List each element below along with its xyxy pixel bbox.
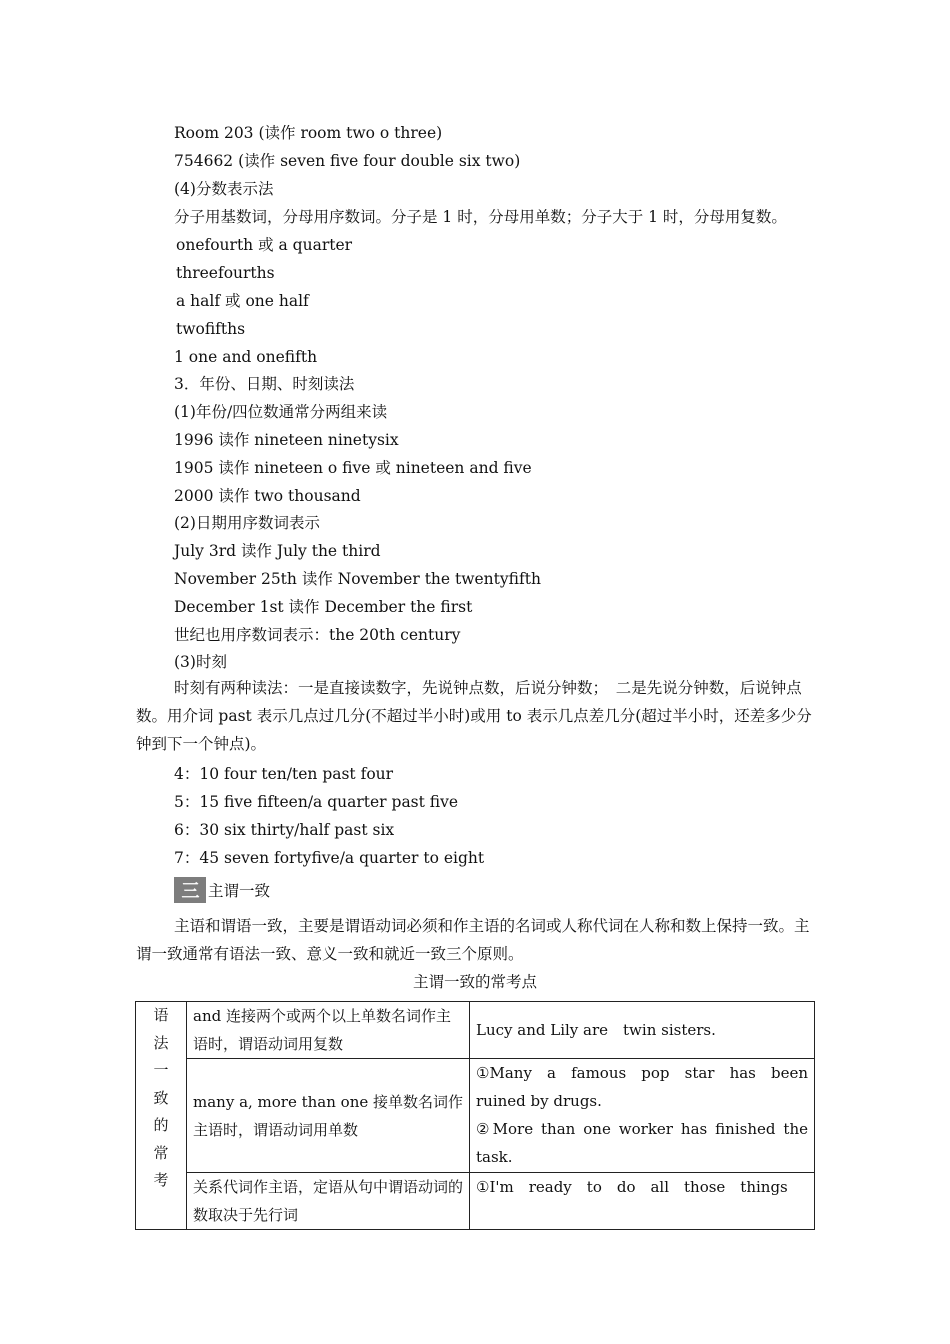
example-cell: Lucy and Lily are twin sisters. [470, 1002, 815, 1059]
table-row [136, 1059, 815, 1173]
text-line: December 1st 读作 December the first [174, 598, 473, 616]
table-caption: 主谓一致的常考点 [412, 973, 537, 991]
category-char: 的 [153, 1116, 169, 1134]
example-line: ①Many a famous pop star has been ruined by drugs. [476, 1064, 808, 1110]
text-line: 1996 读作 nineteen ninetysix [174, 431, 399, 449]
time-example: 6：30 six thirty/half past six [174, 821, 395, 839]
text-line: onefourth 或 a quarter [176, 236, 353, 254]
subheading: 3．年份、日期、时刻读法 [174, 375, 355, 393]
section-heading [174, 876, 270, 904]
rule-cell: 关系代词作主语，定语从句中谓语动词的数取决于先行词 [187, 1173, 470, 1230]
section-number-icon: 三 [174, 877, 206, 903]
text-line: November 25th 读作 November the twentyfifth [174, 570, 541, 588]
rule-cell: many a, more than one 接单数名词作主语时，谓语动词用单数 [187, 1059, 470, 1173]
text-line: 世纪也用序数词表示：the 20th century [174, 626, 461, 644]
text-line: twofifths [176, 320, 246, 338]
text-line: a half 或 one half [176, 292, 309, 310]
subheading: (1)年份/四位数通常分两组来读 [174, 403, 388, 421]
section-intro [136, 912, 816, 968]
time-example: 4：10 four ten/ten past four [174, 765, 394, 783]
text-line: 分子用基数词，分母用序数词。分子是 1 时，分母用单数；分子大于 1 时，分母用复数。 [174, 208, 787, 226]
category-cell [136, 1002, 187, 1230]
agreement-table [135, 1001, 815, 1230]
category-char: 致 [153, 1088, 169, 1107]
time-example: 7：45 seven fortyfive/a quarter to eight [174, 849, 485, 867]
section-intro-text: 主语和谓语一致，主要是谓语动词必须和作主语的名词或人称代词在人称和数上保持一致。主谓一致通常有语法一致、意义一致和就近一致三个原则。 [136, 917, 810, 963]
category-char: 常 [153, 1143, 169, 1162]
text-line: July 3rd 读作 July the third [174, 542, 381, 560]
subheading: (4)分数表示法 [174, 180, 274, 198]
time-example: 5：15 five fifteen/a quarter past five [174, 793, 459, 811]
text-line: Room 203 (读作 room two o three) [174, 124, 443, 142]
category-char: 一 [153, 1061, 169, 1079]
text-line: threefourths [176, 264, 275, 282]
example-cell [470, 1059, 815, 1173]
text-line: 2000 读作 two thousand [174, 487, 361, 505]
text-line: 1 one and onefifth [174, 348, 318, 366]
category-char: 语 [153, 1006, 169, 1024]
section-title: 主谓一致 [208, 882, 271, 900]
table-row [136, 1002, 815, 1059]
time-paragraph [136, 674, 816, 758]
subheading: (2)日期用序数词表示 [174, 514, 320, 532]
category-char: 法 [153, 1033, 169, 1052]
text-line: 1905 读作 nineteen o five 或 nineteen and five [174, 459, 532, 477]
text-line: 754662 (读作 seven five four double six two) [174, 152, 521, 170]
subheading: (3)时刻 [174, 653, 227, 671]
example-cell: ①I'm ready to do all those things [470, 1173, 815, 1230]
example-line: ②More than one worker has finished the task. [476, 1120, 808, 1166]
rule-cell: and 连接两个或两个以上单数名词作主语时，谓语动词用复数 [187, 1002, 470, 1059]
time-paragraph-text: 时刻有两种读法：一是直接读数字，先说钟点数，后说分钟数； 二是先说分钟数，后说钟点数。用介词 past 表示几点过几分(不超过半小时)或用 to 表示几点差几分(超过半小时，还差多少分钟到下一个钟点)。 [136, 679, 812, 753]
category-char: 考 [153, 1171, 169, 1189]
table-row [136, 1173, 815, 1230]
